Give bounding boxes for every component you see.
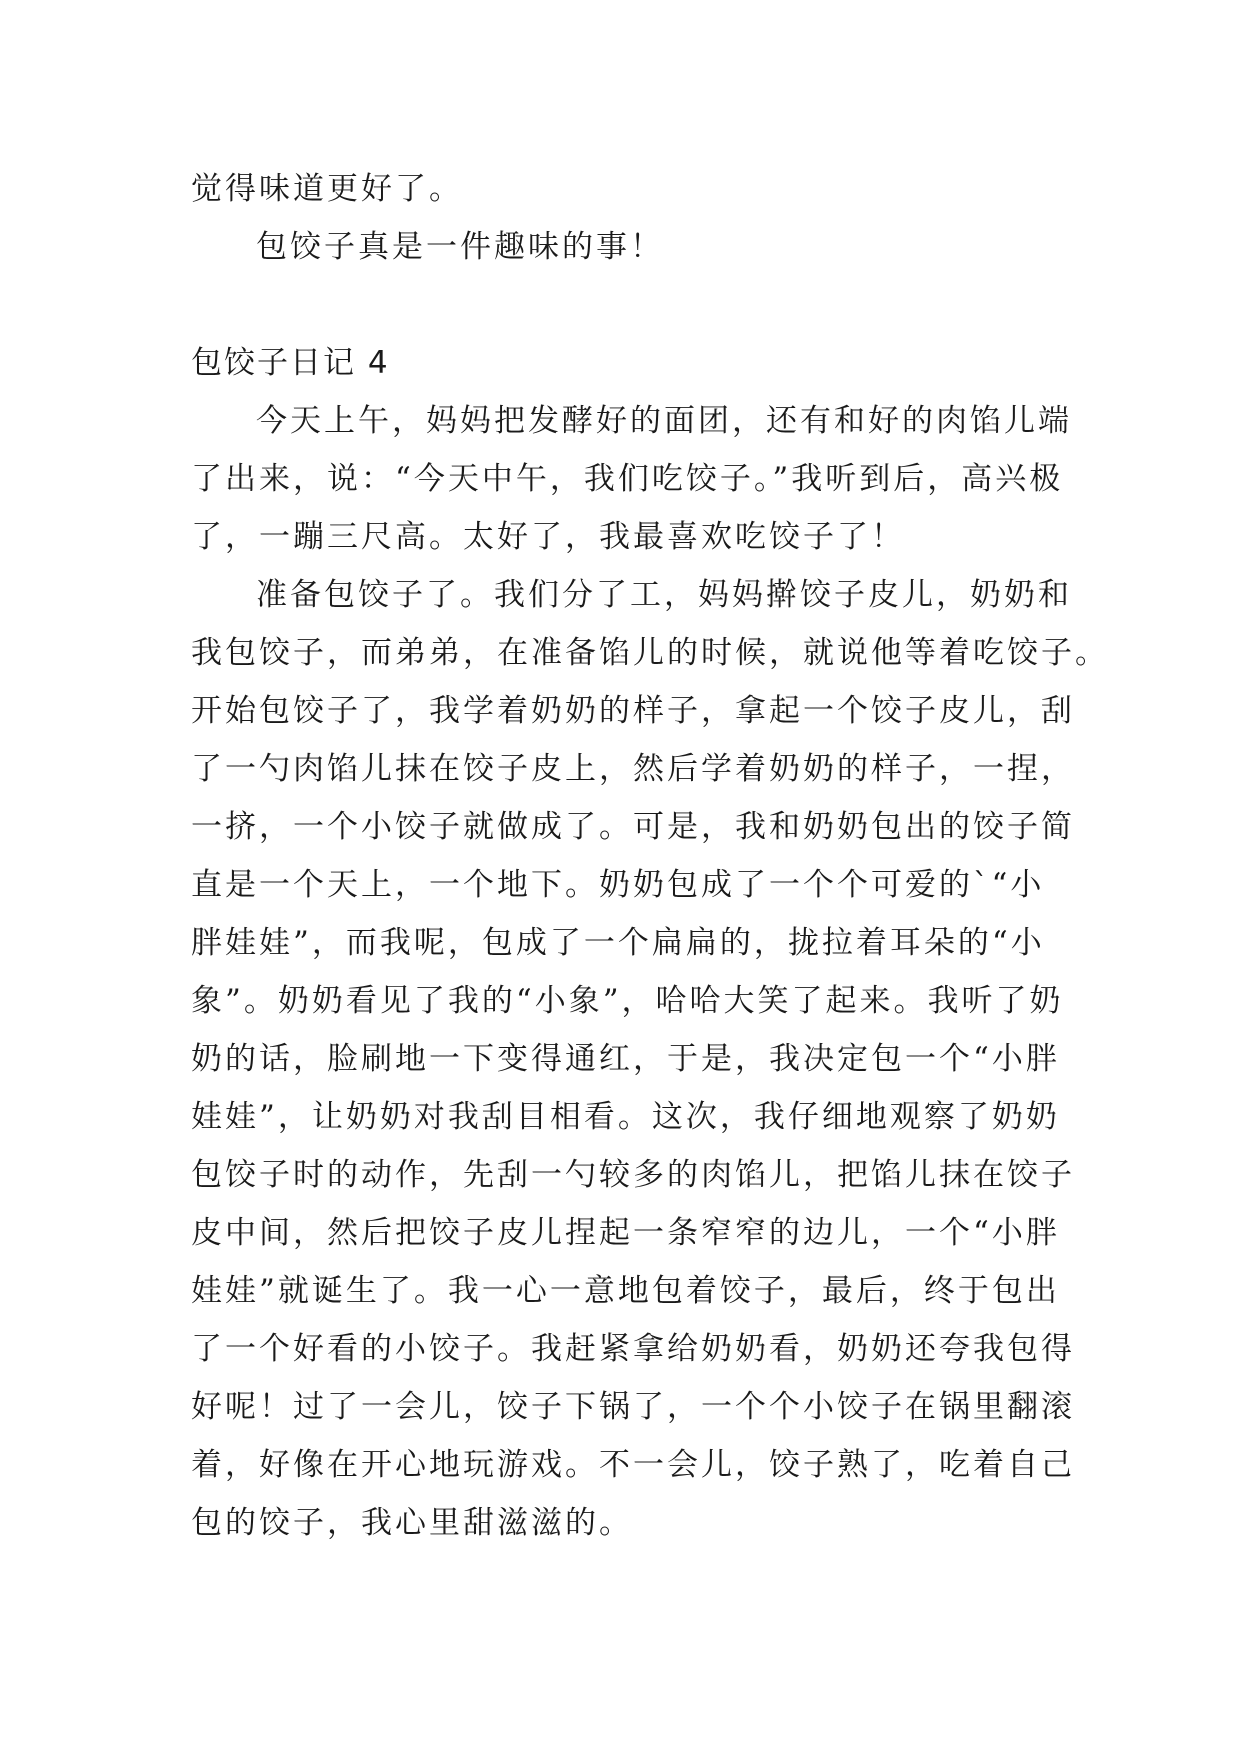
paragraph-line: 娃娃”，让奶奶对我刮目相看。这次，我仔细地观察了奶奶 xyxy=(191,1099,1060,1135)
paragraph-line: 我包饺子，而弟弟，在准备馅儿的时候，就说他等着吃饺子。 xyxy=(191,635,1109,671)
paragraph-line: 娃娃”就诞生了。我一心一意地包着饺子，最后，终于包出 xyxy=(191,1273,1060,1309)
paragraph-line: 直是一个天上，一个地下。奶奶包成了一个个可爱的`“小 xyxy=(191,867,1045,903)
paragraph-line: 一挤，一个小饺子就做成了。可是，我和奶奶包出的饺子简 xyxy=(191,809,1075,845)
paragraph-line: 胖娃娃”，而我呢，包成了一个扁扁的，拢拉着耳朵的“小 xyxy=(191,925,1045,961)
section-gap xyxy=(191,276,1051,334)
paragraph-line: 开始包饺子了，我学着奶奶的样子，拿起一个饺子皮儿，刮 xyxy=(191,693,1075,729)
paragraph-line: 象”。奶奶看见了我的“小象”，哈哈大笑了起来。我听了奶 xyxy=(191,983,1064,1019)
paragraph-line: 奶的话，脸刷地一下变得通红，于是，我决定包一个“小胖 xyxy=(191,1041,1060,1077)
paragraph-line: 包饺子时的动作，先刮一勺较多的肉馅儿，把馅儿抹在饺子 xyxy=(191,1157,1075,1193)
paragraph-line: 着，好像在开心地玩游戏。不一会儿，饺子熟了，吃着自己 xyxy=(191,1447,1075,1483)
previous-paragraph-tail: 觉得味道更好了。 xyxy=(191,171,463,207)
paragraph-line: 了，一蹦三尺高。太好了，我最喜欢吃饺子了！ xyxy=(191,519,905,555)
paragraph-line: 好呢！过了一会儿，饺子下锅了，一个个小饺子在锅里翻滚 xyxy=(191,1389,1075,1425)
paragraph-line: 皮中间，然后把饺子皮儿捏起一条窄窄的边儿，一个“小胖 xyxy=(191,1215,1060,1251)
paragraph-line: 今天上午，妈妈把发酵好的面团，还有和好的肉馅儿端 xyxy=(256,403,1072,439)
paragraph-line: 了一勺肉馅儿抹在饺子皮上，然后学着奶奶的样子，一捏， xyxy=(191,751,1075,787)
paragraph-1 xyxy=(191,392,1072,566)
paragraph-2 xyxy=(191,566,1109,1552)
previous-section-closing: 包饺子真是一件趣味的事！ xyxy=(256,229,664,265)
paragraph-line: 了一个好看的小饺子。我赶紧拿给奶奶看，奶奶还夸我包得 xyxy=(191,1331,1075,1367)
section-title: 包饺子日记 4 xyxy=(191,345,390,381)
paragraph-line: 准备包饺子了。我们分了工，妈妈擀饺子皮儿，奶奶和 xyxy=(256,577,1072,613)
paragraph-line: 了出来，说：“今天中午，我们吃饺子。”我听到后，高兴极 xyxy=(191,461,1064,497)
paragraph-line: 包的饺子，我心里甜滋滋的。 xyxy=(191,1505,633,1541)
document-body xyxy=(191,160,1109,1552)
